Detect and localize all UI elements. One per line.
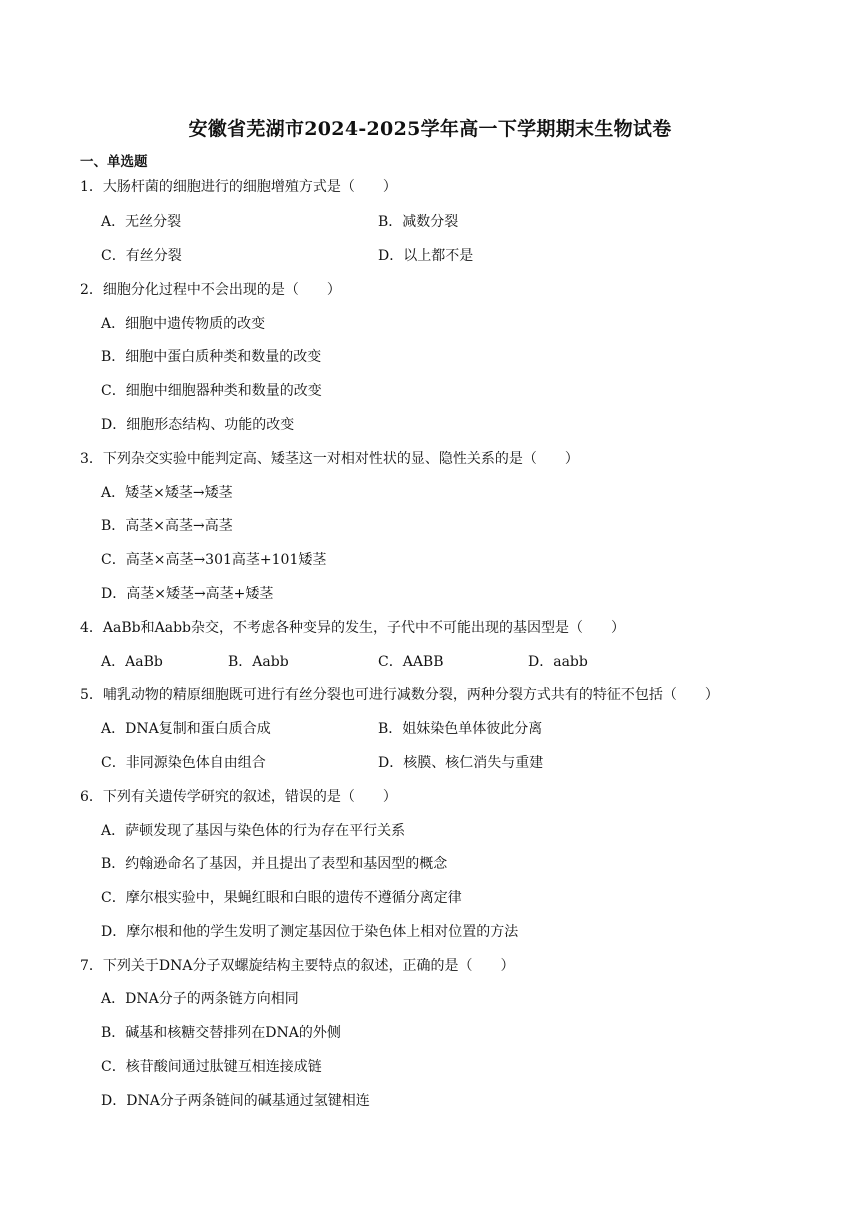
question-4-option-d: D．aabb — [528, 654, 588, 670]
question-1-option-b: B．减数分裂 — [378, 214, 459, 230]
question-7-option-c: C．核苷酸间通过肽键互相连接成链 — [101, 1059, 322, 1075]
section-heading: 一、单选题 — [80, 154, 148, 170]
question-6-option-a: A．萨顿发现了基因与染色体的行为存在平行关系 — [101, 823, 406, 839]
question-1-stem: 1．大肠杆菌的细胞进行的细胞增殖方式是（ ） — [80, 179, 397, 195]
question-7-option-b: B．碱基和核糖交替排列在DNA的外侧 — [101, 1025, 341, 1041]
question-6-option-d: D．摩尔根和他的学生发明了测定基因位于染色体上相对位置的方法 — [101, 924, 519, 940]
question-3-option-c: C．高茎×高茎→301高茎+101矮茎 — [101, 552, 327, 568]
question-6-option-b: B．约翰逊命名了基因，并且提出了表型和基因型的概念 — [101, 856, 448, 872]
question-1-option-d: D．以上都不是 — [378, 248, 474, 264]
question-2-option-d: D．细胞形态结构、功能的改变 — [101, 417, 295, 433]
question-6-stem: 6．下列有关遗传学研究的叙述，错误的是（ ） — [80, 789, 397, 805]
question-2-stem: 2．细胞分化过程中不会出现的是（ ） — [80, 282, 341, 298]
question-5-option-d: D．核膜、核仁消失与重建 — [378, 755, 544, 771]
question-5-option-b: B．姐妹染色单体彼此分离 — [378, 721, 543, 737]
question-2-option-b: B．细胞中蛋白质种类和数量的改变 — [101, 349, 322, 365]
question-2-option-a: A．细胞中遗传物质的改变 — [101, 316, 266, 332]
question-6-option-c: C．摩尔根实验中，果蝇红眼和白眼的遗传不遵循分离定律 — [101, 890, 462, 906]
question-5-stem: 5．哺乳动物的精原细胞既可进行有丝分裂也可进行减数分裂，两种分裂方式共有的特征不包括（ ） — [80, 687, 719, 703]
question-5-option-c: C．非同源染色体自由组合 — [101, 755, 266, 771]
question-4-option-c: C．AABB — [378, 654, 444, 670]
question-3-stem: 3．下列杂交实验中能判定高、矮茎这一对相对性状的显、隐性关系的是（ ） — [80, 451, 579, 467]
question-3-option-d: D．高茎×矮茎→高茎+矮茎 — [101, 586, 274, 602]
question-4-option-a: A．AaBb — [101, 654, 163, 670]
question-7-option-d: D．DNA分子两条链间的碱基通过氢键相连 — [101, 1093, 370, 1109]
question-3-option-b: B．高茎×高茎→高茎 — [101, 518, 233, 534]
question-4-option-b: B．Aabb — [228, 654, 289, 670]
question-1-option-c: C．有丝分裂 — [101, 248, 182, 264]
question-2-option-c: C．细胞中细胞器种类和数量的改变 — [101, 383, 322, 399]
question-7-stem: 7．下列关于DNA分子双螺旋结构主要特点的叙述，正确的是（ ） — [80, 958, 515, 974]
question-7-option-a: A．DNA分子的两条链方向相同 — [101, 991, 299, 1007]
exam-title: 安徽省芜湖市2024-2025学年高一下学期期末生物试卷 — [188, 118, 672, 140]
question-4-stem: 4．AaBb和Aabb杂交，不考虑各种变异的发生，子代中不可能出现的基因型是（ ） — [80, 620, 625, 636]
question-1-option-a: A．无丝分裂 — [101, 214, 182, 230]
question-3-option-a: A．矮茎×矮茎→矮茎 — [101, 485, 233, 501]
question-5-option-a: A．DNA复制和蛋白质合成 — [101, 721, 271, 737]
